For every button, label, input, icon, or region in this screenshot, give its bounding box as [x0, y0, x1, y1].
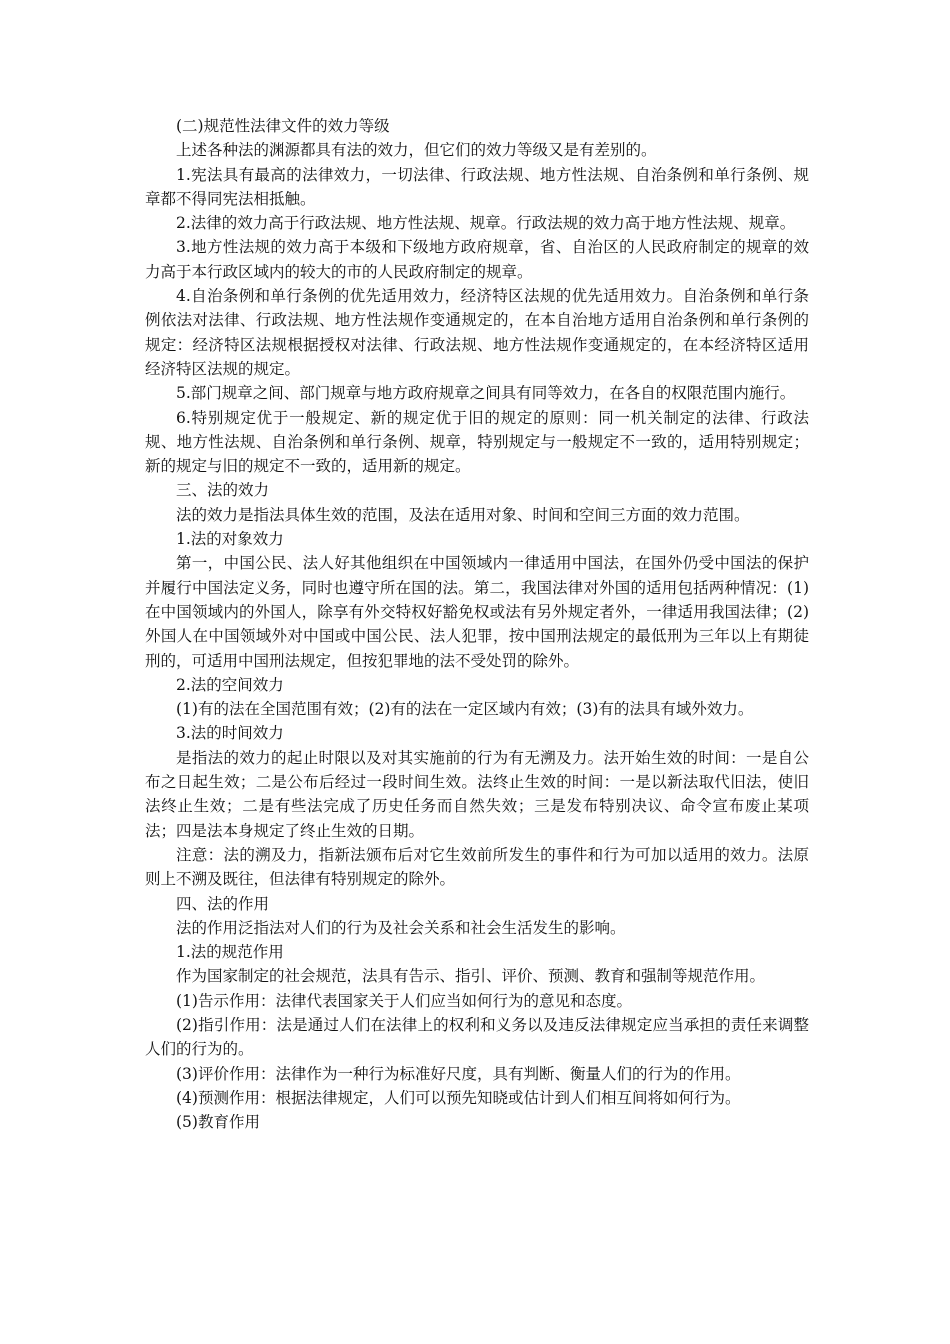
section-heading: 三、法的效力	[176, 481, 270, 500]
paragraph: 6.特别规定优于一般规定、新的规定优于旧的规定的原则：同一机关制定的法律、行政法规、地方性法规、自治条例和单行条例、规章，特别规定与一般规定不一致的，适用特别规定；新的规定与旧的规定不一致的，适用新的规定。	[145, 408, 809, 476]
document-body	[145, 114, 809, 1134]
paragraph: 法的效力是指法具体生效的范围，及法在适用对象、时间和空间三方面的效力范围。	[176, 505, 750, 524]
paragraph: 3.地方性法规的效力高于本级和下级地方政府规章，省、自治区的人民政府制定的规章的效力高于本行政区域内的较大的市的人民政府制定的规章。	[145, 238, 809, 281]
paragraph: (1)告示作用：法律代表国家关于人们应当如何行为的意见和态度。	[176, 991, 632, 1010]
paragraph: (5)教育作用	[176, 1113, 260, 1132]
paragraph: (3)评价作用：法律作为一种行为标准好尺度，具有判断、衡量人们的行为的作用。	[176, 1064, 741, 1083]
paragraph: 1.宪法具有最高的法律效力，一切法律、行政法规、地方性法规、自治条例和单行条例、规章都不得同宪法相抵触。	[145, 165, 809, 208]
paragraph: (2)指引作用：法是通过人们在法律上的权利和义务以及违反法律规定应当承担的责任来调整人们的行为的。	[145, 1015, 809, 1059]
subsection-heading: 1.法的规范作用	[176, 943, 284, 962]
paragraph: (4)预测作用：根据法律规定，人们可以预先知晓或估计到人们相互间将如何行为。	[176, 1088, 741, 1107]
subsection-heading: 2.法的空间效力	[176, 675, 284, 694]
paragraph: 是指法的效力的起止时限以及对其实施前的行为有无溯及力。法开始生效的时间：一是自公布之日起生效；二是公布后经过一段时间生效。法终止生效的时间：一是以新法取代旧法，使旧法终止生效；二是有些法完成了历史任务而自然失效；三是发布特别决议、命令宣布废止某项法；四是法本身规定了终止生效的日期。	[145, 748, 809, 840]
paragraph: 4.自治条例和单行条例的优先适用效力，经济特区法规的优先适用效力。自治条例和单行条例依法对法律、行政法规、地方性法规作变通规定的，在本自治地方适用自治条例和单行条例的规定：经济特区法规根据授权对法律、行政法规、地方性法规作变通规定的，在本经济特区适用经济特区法规的规定。	[145, 287, 809, 378]
paragraph: 注意：法的溯及力，指新法颁布后对它生效前所发生的事件和行为可加以适用的效力。法原则上不溯及既往，但法律有特别规定的除外。	[145, 845, 809, 889]
paragraph: 2.法律的效力高于行政法规、地方性法规、规章。行政法规的效力高于地方性法规、规章。	[176, 214, 796, 233]
paragraph: 5.部门规章之间、部门规章与地方政府规章之间具有同等效力，在各自的权限范围内施行。	[176, 384, 796, 403]
paragraph: 上述各种法的渊源都具有法的效力，但它们的效力等级又是有差别的。	[176, 141, 657, 160]
subsection-heading: 3.法的时间效力	[176, 724, 284, 743]
paragraph: 第一，中国公民、法人好其他组织在中国领域内一律适用中国法，在国外仍受中国法的保护并履行中国法定义务，同时也遵守所在国的法。第二，我国法律对外国的适用包括两种情况：(1)在中国领域内的外国人，除享有外交特权好豁免权或法有另外规定者外，一律适用我国法律；(2)外国人在中国领域外对中国或中国公民、法人犯罪，按中国刑法规定的最低刑为三年以上有期徒刑的，可适用中国刑法规定，但按犯罪地的法不受处罚的除外。	[145, 554, 809, 670]
subsection-heading: 1.法的对象效力	[176, 530, 284, 549]
paragraph: 作为国家制定的社会规范，法具有告示、指引、评价、预测、教育和强制等规范作用。	[176, 967, 766, 986]
paragraph: 法的作用泛指法对人们的行为及社会关系和社会生活发生的影响。	[176, 918, 626, 937]
section-heading: 四、法的作用	[176, 894, 270, 913]
section-heading: (二)规范性法律文件的效力等级	[176, 117, 390, 135]
paragraph: (1)有的法在全国范围有效；(2)有的法在一定区域内有效；(3)有的法具有域外效力。	[176, 700, 754, 719]
